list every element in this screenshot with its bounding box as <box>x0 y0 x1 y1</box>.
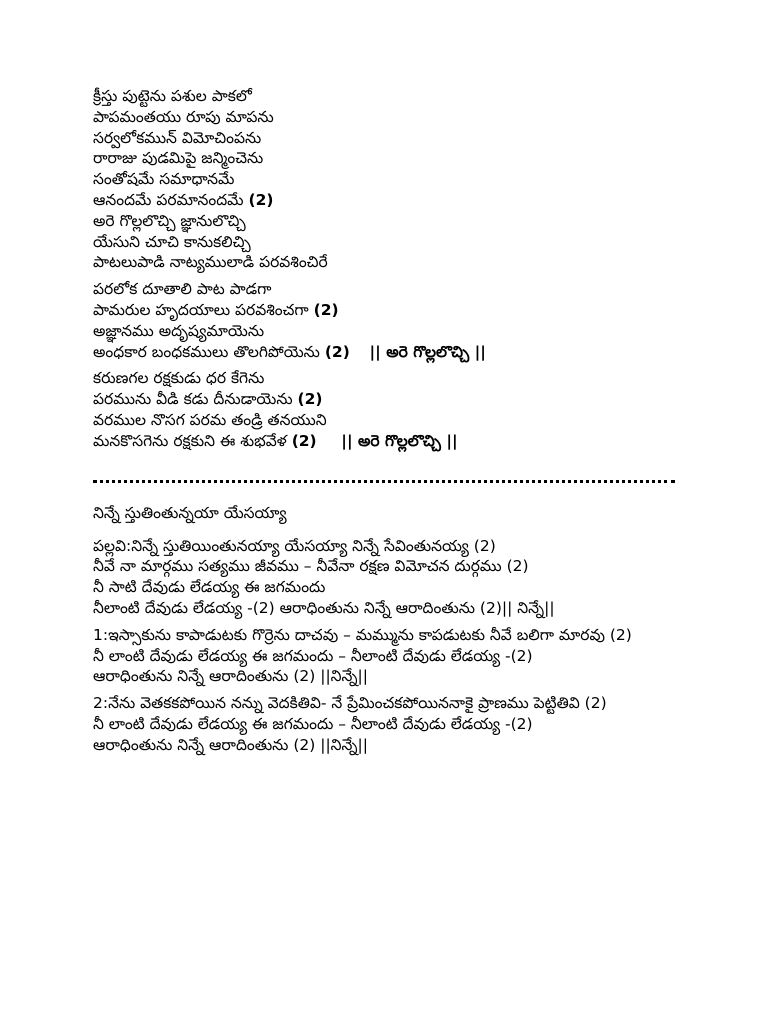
lyric-line: నీవే నా మార్గము సత్యము జీవము – నీవేనా రక్షణ విమోచన దుర్గము (2) <box>93 557 529 576</box>
song2-title: నిన్నే స్తుతింతున్నయా యేసయ్యా <box>93 503 287 522</box>
lyric-line: వరముల నొసగ పరమ తండ్రి తనయుని <box>93 410 327 429</box>
lyric-line: కరుణగల రక్షకుడు ధర కేగెను <box>93 369 265 388</box>
repeat-marker: (2) <box>297 390 323 409</box>
lyric-line <box>93 431 713 452</box>
dotted-divider <box>93 480 675 483</box>
lyric-text: అంధకార బంధకములు తొలగిపోయెను <box>93 342 320 361</box>
repeat-marker: (2) <box>248 190 274 209</box>
lyric-line <box>93 300 713 321</box>
repeat-marker: (2) <box>324 342 350 361</box>
lyric-text: ఆనందమే పరమానందమే <box>93 190 244 209</box>
lyric-line <box>93 342 713 363</box>
lyric-line: 2:నేను వెతకకపోయిన నన్ను వెదకితివి- నే ప్రేమించకపోయిననాకై ప్రాణము పెట్టితివి (2) <box>93 694 607 713</box>
refrain-marker: || అరె గొల్లలొచ్చి || <box>341 431 458 450</box>
lyric-line <box>93 190 713 211</box>
lyric-line: నీ లాంటి దేవుడు లేడయ్య ఈ జగమందు – నీలాంటి దేవుడు లేడయ్య -(2) <box>93 714 533 733</box>
lyric-line: సర్వలోకమున్ విమోచింపను <box>93 128 262 147</box>
lyric-line: నీలాంటి దేవుడు లేడయ్య -(2) ఆరాధింతును నిన్నే ఆరాదింతును (2)|| నిన్నే|| <box>93 598 555 617</box>
song1-stanza1 <box>93 86 713 273</box>
lyric-line: ఆరాధింతును నిన్నే ఆరాదింతును (2) ||నిన్నే|| <box>93 667 368 686</box>
song1-stanza2 <box>93 279 713 362</box>
refrain-marker: || అరె గొల్లలొచ్చి || <box>369 342 486 361</box>
lyric-line: పరలోక దూతాలి పాట పాడగా <box>93 280 272 299</box>
lyric-line: సంతోషమే సమాధానమే <box>93 170 235 189</box>
lyric-line: పల్లవి:నిన్నే స్తుతియింతునయ్యా యేసయ్యా నిన్నే సేవింతునయ్య (2) <box>93 536 496 555</box>
lyric-text: పామరుల హృదయాలు పరవశించగా <box>93 300 309 319</box>
lyric-line: అరె గొల్లలొచ్చి జ్ఞానులొచ్చి <box>93 211 246 230</box>
repeat-marker: (2) <box>313 300 339 319</box>
lyric-line: నీ లాంటి దేవుడు లేడయ్య ఈ జగమందు – నీలాంటి దేవుడు లేడయ్య -(2) <box>93 646 533 665</box>
lyric-line: క్రీస్తు పుట్టెను పశుల పాకలో <box>93 87 252 105</box>
lyric-line: ఆరాధింతును నిన్నే ఆరాదింతును (2) ||నిన్నే|| <box>93 735 368 754</box>
lyric-line <box>93 389 713 410</box>
song2-verse2 <box>93 693 713 755</box>
lyric-line: రారాజు పుడమిపై జన్మించెను <box>93 149 264 168</box>
lyric-line: అజ్ఞానము అదృష్యమాయెను <box>93 321 265 340</box>
song2-pallavi <box>93 536 713 619</box>
lyric-line: పాపమంతయు రూపు మాపను <box>93 107 274 126</box>
lyric-line: యేసుని చూచి కానుకలిచ్చి <box>93 232 251 251</box>
lyric-line: నీ సాటి దేవుడు లేడయ్య ఈ జగమందు <box>93 578 326 597</box>
lyric-line: 1:ఇస్సాకును కాపాడుటకు గొర్రెను దాచవు – మమ్మును కాపడుటకు నీవే బలిగా మారవు (2) <box>93 625 632 644</box>
lyrics-content <box>93 86 713 756</box>
lyric-line: పాటలుపాడి నాట్యములాడి పరవశించిరే <box>93 253 328 272</box>
lyric-text: పరమును వీడి కడు దీనుడాయెను <box>93 390 293 409</box>
lyric-text: మనకొసగెను రక్షకుని ఈ శుభవేళ <box>93 431 287 450</box>
repeat-marker: (2) <box>291 431 317 450</box>
song1-stanza3 <box>93 368 713 451</box>
song2-verse1 <box>93 625 713 687</box>
